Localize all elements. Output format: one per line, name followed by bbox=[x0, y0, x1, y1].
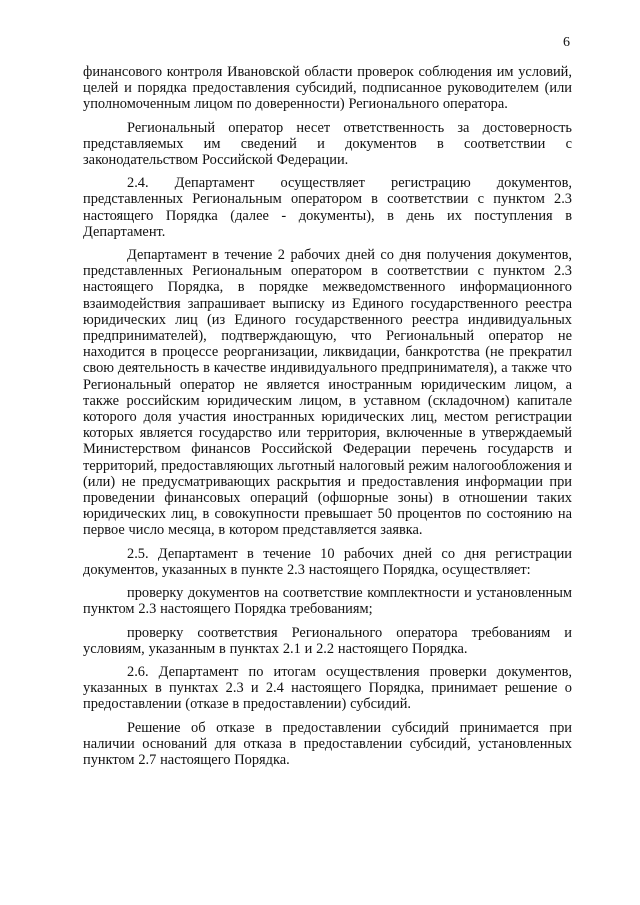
paragraph-2-4: 2.4. Департамент осуществляет регистрацию документов, представленных Региональным оператором в соответствии с пунктом 2.3 настоящего Порядка (далее - документы), в день их поступления в Департамент. bbox=[83, 175, 572, 240]
paragraph-check-compliance: проверку соответствия Регионального оператора требованиям и условиям, указанным в пунктах 2.1 и 2.2 настоящего Порядка. bbox=[83, 624, 572, 657]
paragraph-continuation: финансового контроля Ивановской области проверок соблюдения им условий, целей и порядка предоставления субсидий, подписанное руководителем (или уполномоченным лицом по доверенности) Регионального оператора. bbox=[83, 64, 572, 113]
paragraph-operator-responsibility: Региональный оператор несет ответственность за достоверность представляемых им сведений и документов в соответствии с законодательством Российской Федерации. bbox=[83, 119, 572, 169]
paragraph-refusal-decision: Решение об отказе в предоставлении субсидий принимается при наличии оснований для отказа в предоставлении субсидий, установленных пунктом 2.7 настоящего Порядка. bbox=[83, 719, 572, 768]
paragraph-registry-request: Департамент в течение 2 рабочих дней со дня получения документов, представленных Региональным оператором в соответствии с пунктом 2.3 настоящего Порядка, в порядке межведомственного информационного взаимодействия запрашивает выписку из Единого государственного реестра юридических лиц (из Единого государственного реестра индивидуальных предпринимателей), подтверждающую, что Региональный оператор не находится в процессе реорганизации, ликвидации, банкротства (не прекратил свою деятельность в качестве индивидуального предпринимателя), а также что Региональный оператор не является иностранным юридическим лицом, а также российским юридическим лицом, в уставном (складочном) капитале которого доля участия иностранных юридических лиц, местом регистрации которых является государство или территория, включенные в утверждаемый Министерством финансов Российской Федерации перечень государств и территорий, предоставляющих льготный налоговый режим налогообложения и (или) не предусматривающих раскрытия и предоставления информации при проведении финансовых операций (офшорные зоны) в отношении таких юридических лиц, в совокупности превышает 50 процентов по состоянию на первое число месяца, в котором представляется заявка. bbox=[83, 247, 572, 539]
paragraph-2-5: 2.5. Департамент в течение 10 рабочих дней со дня регистрации документов, указанных в пункте 2.3 настоящего Порядка, осуществляет: bbox=[83, 545, 572, 578]
document-body bbox=[83, 64, 572, 775]
paragraph-check-completeness: проверку документов на соответствие комплектности и установленным пунктом 2.3 настоящего Порядка требованиям; bbox=[83, 585, 572, 618]
paragraph-2-6: 2.6. Департамент по итогам осуществления проверки документов, указанных в пунктах 2.3 и 2.4 настоящего Порядка, принимает решение о предоставлении (отказе в предоставлении) субсидий. bbox=[83, 663, 572, 713]
page-number: 6 bbox=[563, 35, 570, 50]
